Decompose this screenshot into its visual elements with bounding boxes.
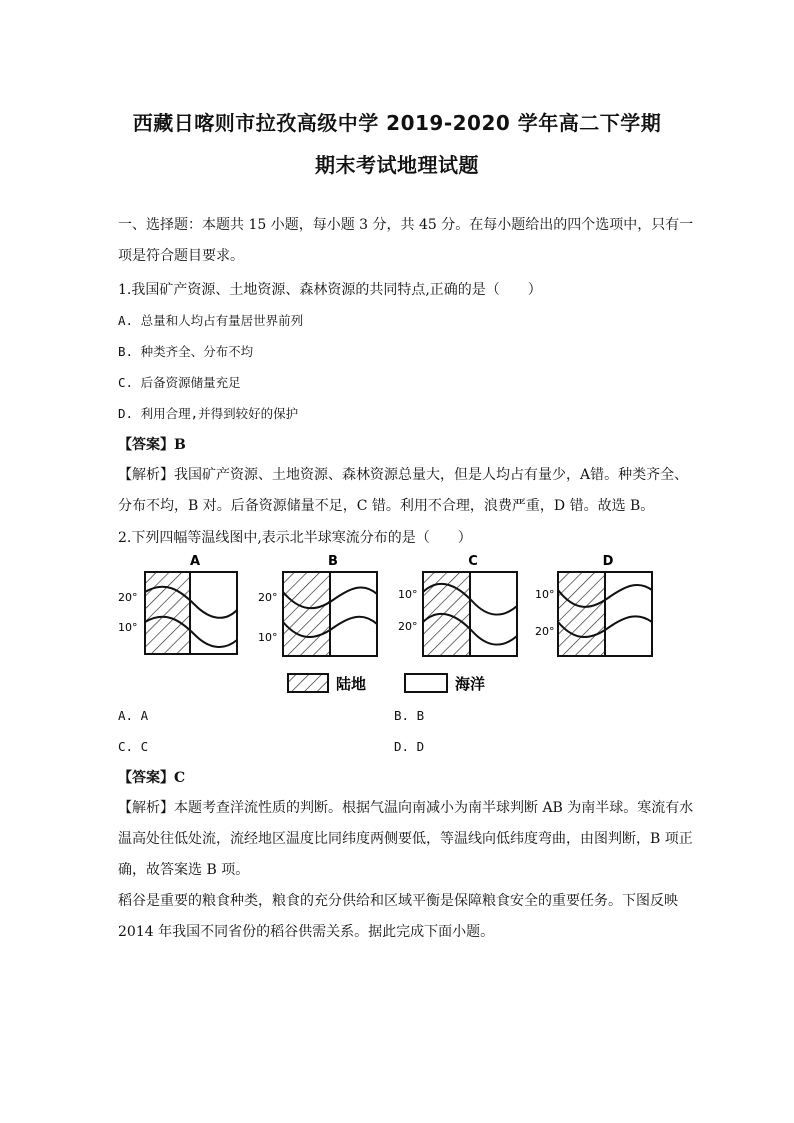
question-1-option-b: B. 种类齐全、分布不均 — [118, 344, 254, 359]
isotherm-figure-svg — [118, 550, 660, 700]
title-line-1: 西藏日喀则市拉孜高级中学 2019-2020 学年高二下学期 — [132, 111, 662, 135]
question-2-option-b: B. B — [394, 708, 425, 723]
isotherm-panel-d — [535, 554, 652, 656]
isotherm-panel-c — [398, 554, 517, 656]
temp-label-lower-d: 20° — [535, 625, 555, 638]
question-1-option-c: C. 后备资源储量充足 — [118, 375, 241, 390]
temp-label-upper-a: 20° — [118, 591, 138, 604]
legend-ocean-label: 海洋 — [455, 675, 486, 693]
question-2-analysis: 【解析】本题考查洋流性质的判断。根据气温向南减小为南半球判断 AB 为南半球。寒流有水温高处往低处流，流经地区温度比同纬度两侧要低，等温线向低纬度弯曲，由图判断，B 项正确，故答案选 B 项。 — [118, 800, 694, 878]
question-2-option-c: C. C — [118, 739, 149, 754]
legend-land-swatch — [288, 674, 328, 692]
section-intro: 一、选择题：本题共 15 小题，每小题 3 分，共 45 分。在每小题给出的四个选项中，只有一项是符合题目要求。 — [118, 217, 694, 264]
land-area-a — [145, 572, 190, 654]
isotherm-panel-b — [258, 554, 377, 656]
question-1-option-a: A. 总量和人均占有量居世界前列 — [118, 313, 304, 328]
question-2-stem: 2.下列四幅等温线图中,表示北半球寒流分布的是（ ） — [118, 530, 472, 546]
panel-label-c: C — [468, 554, 478, 569]
question-2-option-d: D. D — [394, 739, 425, 754]
legend-ocean-swatch — [405, 674, 447, 692]
question-2-answer: 【答案】C — [118, 770, 186, 786]
temp-label-lower-a: 10° — [118, 621, 138, 634]
question-1-stem: 1.我国矿产资源、土地资源、森林资源的共同特点,正确的是（ ） — [118, 282, 542, 298]
passage-text: 稻谷是重要的粮食种类，粮食的充分供给和区域平衡是保障粮食安全的重要任务。下图反映2014 年我国不同省份的稻谷供需关系。据此完成下面小题。 — [118, 893, 678, 940]
panel-label-a: A — [189, 554, 201, 569]
legend-land-label: 陆地 — [336, 675, 367, 693]
question-1-option-d: D. 利用合理,并得到较好的保护 — [118, 406, 299, 421]
question-2-option-a: A. A — [118, 708, 149, 723]
panel-label-b: B — [328, 554, 338, 569]
temp-label-lower-c: 20° — [398, 620, 418, 633]
question-1-answer: 【答案】B — [118, 437, 186, 453]
temp-label-upper-b: 20° — [258, 591, 278, 604]
land-area-b — [283, 572, 330, 656]
figure-legend — [288, 674, 485, 693]
question-1-analysis: 【解析】我国矿产资源、土地资源、森林资源总量大，但是人均占有量少，A错。种类齐全、分布不均，B 对。后备资源储量不足，C 错。利用不合理，浪费严重，D 错。故选 B。 — [118, 467, 689, 514]
temp-label-upper-d: 10° — [535, 588, 555, 601]
isotherm-figure — [118, 550, 660, 700]
temp-label-upper-c: 10° — [398, 588, 418, 601]
panel-label-d: D — [602, 554, 614, 569]
temp-label-lower-b: 10° — [258, 631, 278, 644]
title-line-2: 期末考试地理试题 — [315, 153, 479, 177]
land-area-d — [558, 572, 605, 656]
isotherm-panel-a — [118, 554, 237, 654]
